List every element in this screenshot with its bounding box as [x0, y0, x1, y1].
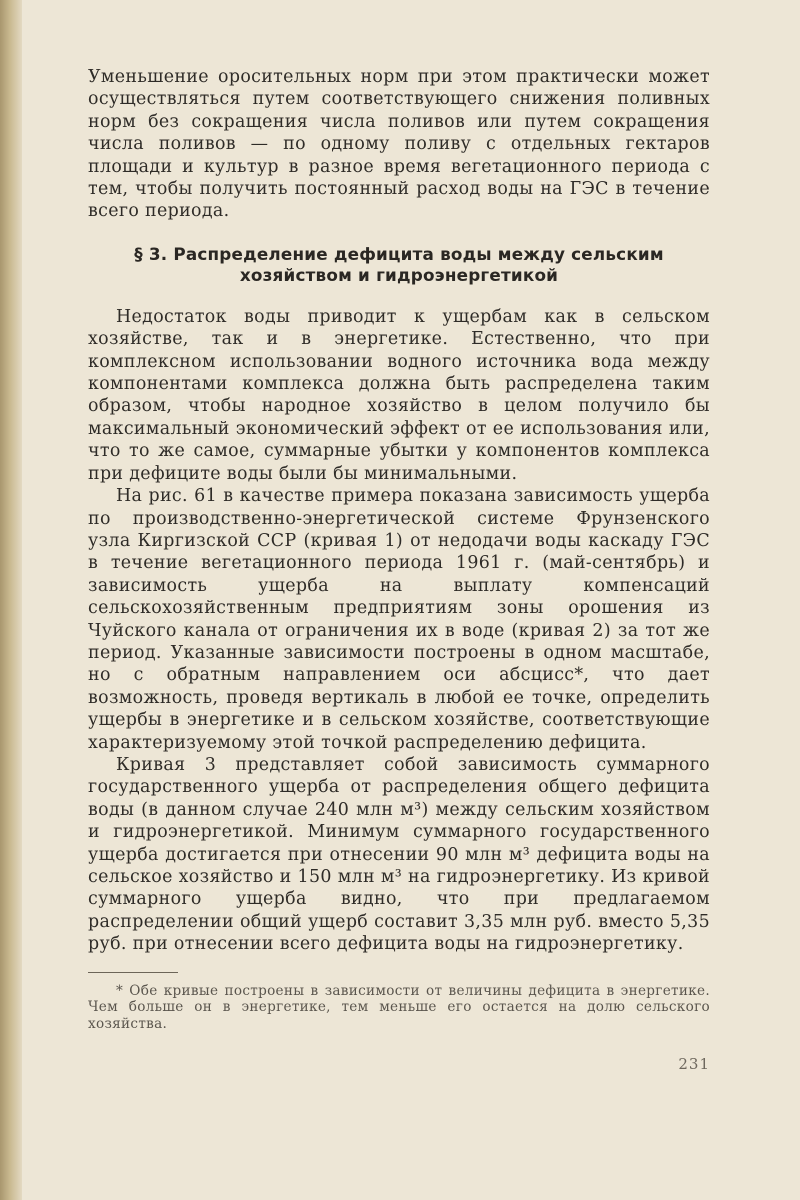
book-spine-shadow — [0, 0, 22, 1200]
body-paragraph-3: Кривая 3 представляет собой зависимость суммарного государственного ущерба от распределения общего дефицита воды (в данном случае 240 млн м³) между сельским хозяйством и гидроэнергетикой. Минимум суммарного государственного ущерба достигается при отнесении 90 млн м³ дефицита воды на сельское хозяйство и 150 млн м³ на гидроэнергетику. Из кривой суммарного ущерба видно, что при предлагаемом распределении общий ущерб составит 3,35 млн руб. вместо 5,35 руб. при отнесении всего дефицита воды на гидроэнергетику. — [88, 754, 710, 955]
book-page — [88, 66, 710, 1073]
section-heading-line-2: хозяйством и гидроэнергетикой — [239, 264, 559, 285]
body-paragraph-1: Недостаток воды приводит к ущербам как в сельском хозяйстве, так и в энергетике. Естественно, что при комплексном использовании водного источника вода между компонентами комплекса должна быть распределена таким образом, чтобы народное хозяйство в целом получило бы максимальный экономический эффект от ее использования или, что то же самое, суммарные убытки у компонентов комплекса при дефиците воды были бы минимальными. — [88, 306, 710, 484]
body-paragraph-2: На рис. 61 в качестве примера показана зависимость ущерба по производственно-энергетической системе Фрунзенского узла Киргизской ССР (кривая 1) от недодачи воды каскаду ГЭС в течение вегетационного периода 1961 г. (май-сентябрь) и зависимость ущерба на выплату компенсаций сельскохозяйственным предприятиям зоны орошения из Чуйского канала от ограничения их в воде (кривая 2) за тот же период. Указанные зависимости построены в одном масштабе, но с обратным направлением оси абсцисс*, что дает возможность, проведя вертикаль в любой ее точке, определить ущербы в энергетике и в сельском хозяйстве, соответствующие характеризуемому этой точкой распределению дефицита. — [88, 486, 710, 753]
page-number: 231 — [678, 1055, 710, 1074]
intro-paragraph: Уменьшение оросительных норм при этом практически может осуществляться путем соответствующего снижения поливных норм без сокращения числа поливов или путем сокращения числа поливов — по одному поливу с отдельных гектаров площади и культур в разное время вегетационного периода с тем, чтобы получить постоянный расход воды на ГЭС в течение всего периода. — [88, 67, 710, 222]
footnote: * Обе кривые построены в зависимости от величины дефицита в энергетике. Чем больше он в энергетике, тем меньше его остается на долю сельского хозяйства. — [88, 982, 710, 1033]
section-heading-line-1: § 3. Распределение дефицита воды между сельским — [134, 243, 664, 264]
section-heading — [88, 244, 710, 286]
footnote-divider — [88, 972, 178, 973]
